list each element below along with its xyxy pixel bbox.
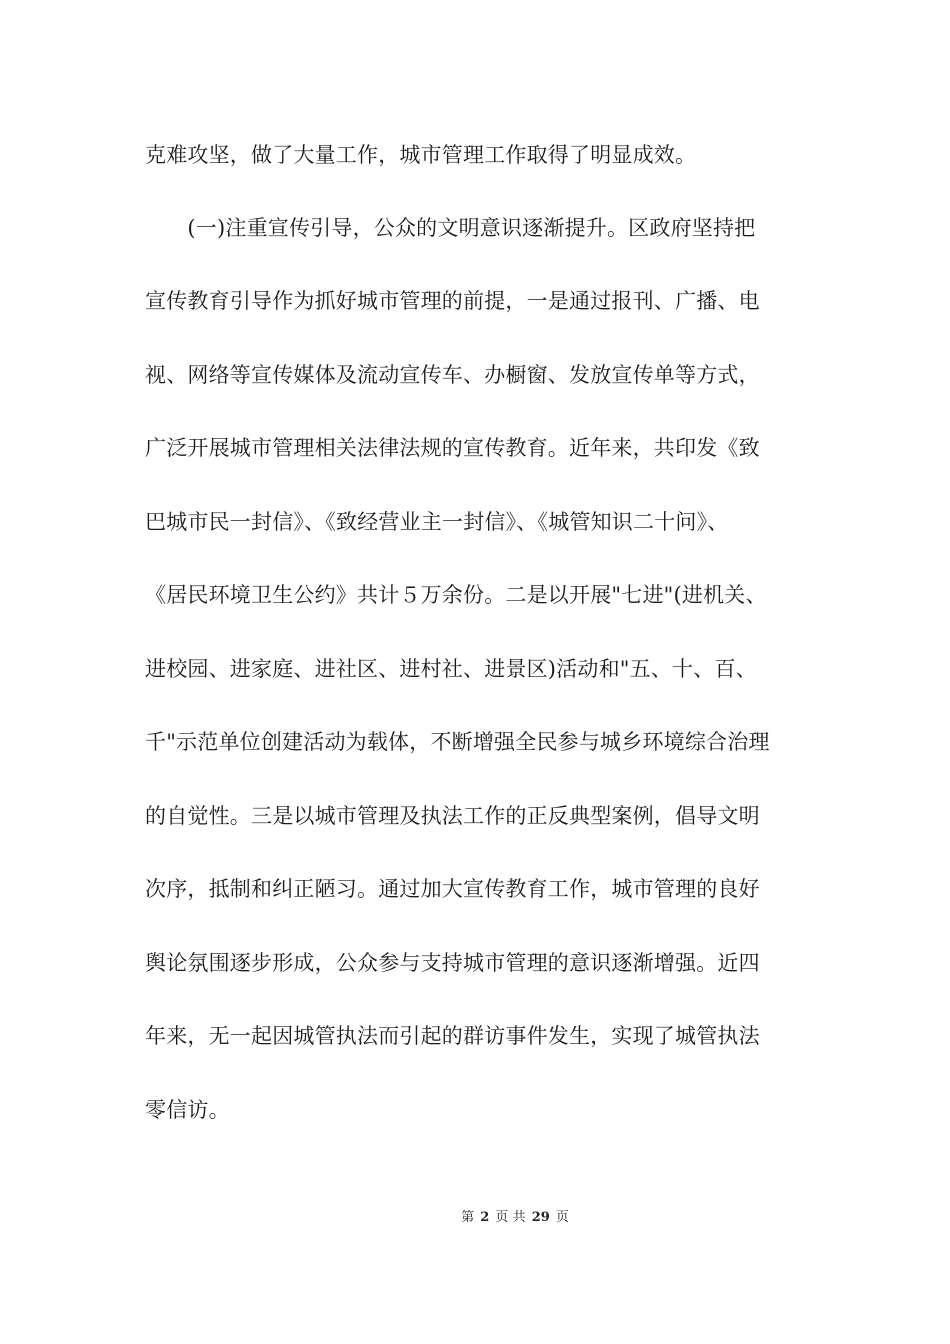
text-line-10: 的自觉性。三是以城市管理及执法工作的正反典型案例，倡导文明 (145, 804, 760, 828)
text-line-11: 次序，抵制和纠正陋习。通过加大宣传教育工作，城市管理的良好 (145, 877, 760, 901)
text-line-13: 年来，无一起因城管执法而引起的群访事件发生，实现了城管执法 (145, 1024, 760, 1048)
text-line-14: 零信访。 (145, 1098, 230, 1122)
text-line-7: 《居民环境卫生公约》共计５万余份。二是以开展"七进"(进机关、 (145, 583, 767, 607)
text-line-12: 舆论氛围逐步形成，公众参与支持城市管理的意识逐渐增强。近四 (145, 951, 760, 975)
text-line-8: 进校园、进家庭、进社区、进村社、进景区)活动和"五、十、百、 (145, 657, 757, 681)
footer-prefix: 第 (461, 1210, 475, 1225)
page-footer (0, 1208, 950, 1228)
text-line-1: 克难攻坚，做了大量工作，城市管理工作取得了明显成效。 (145, 143, 697, 167)
text-line-4: 视、网络等宣传媒体及流动宣传车、办橱窗、发放宣传单等方式， (145, 363, 760, 387)
footer-middle: 页 共 (495, 1210, 526, 1225)
footer-suffix: 页 (555, 1210, 569, 1225)
text-line-6: 巴城市民一封信》、《致经营业主一封信》、《城管知识二十问》、 (145, 510, 729, 534)
current-page-number: 2 (480, 1210, 490, 1225)
total-page-count: 29 (531, 1210, 550, 1225)
text-line-9: 千"示范单位创建活动为载体，不断增强全民参与城乡环境综合治理 (145, 730, 770, 754)
text-line-5: 广泛开展城市管理相关法律法规的宣传教育。近年来，共印发《致 (145, 436, 760, 460)
text-line-3: 宣传教育引导作为抓好城市管理的前提，一是通过报刊、广播、电 (145, 289, 760, 313)
text-line-2: (一)注重宣传引导，公众的文明意识逐渐提升。区政府坚持把 (145, 216, 756, 240)
